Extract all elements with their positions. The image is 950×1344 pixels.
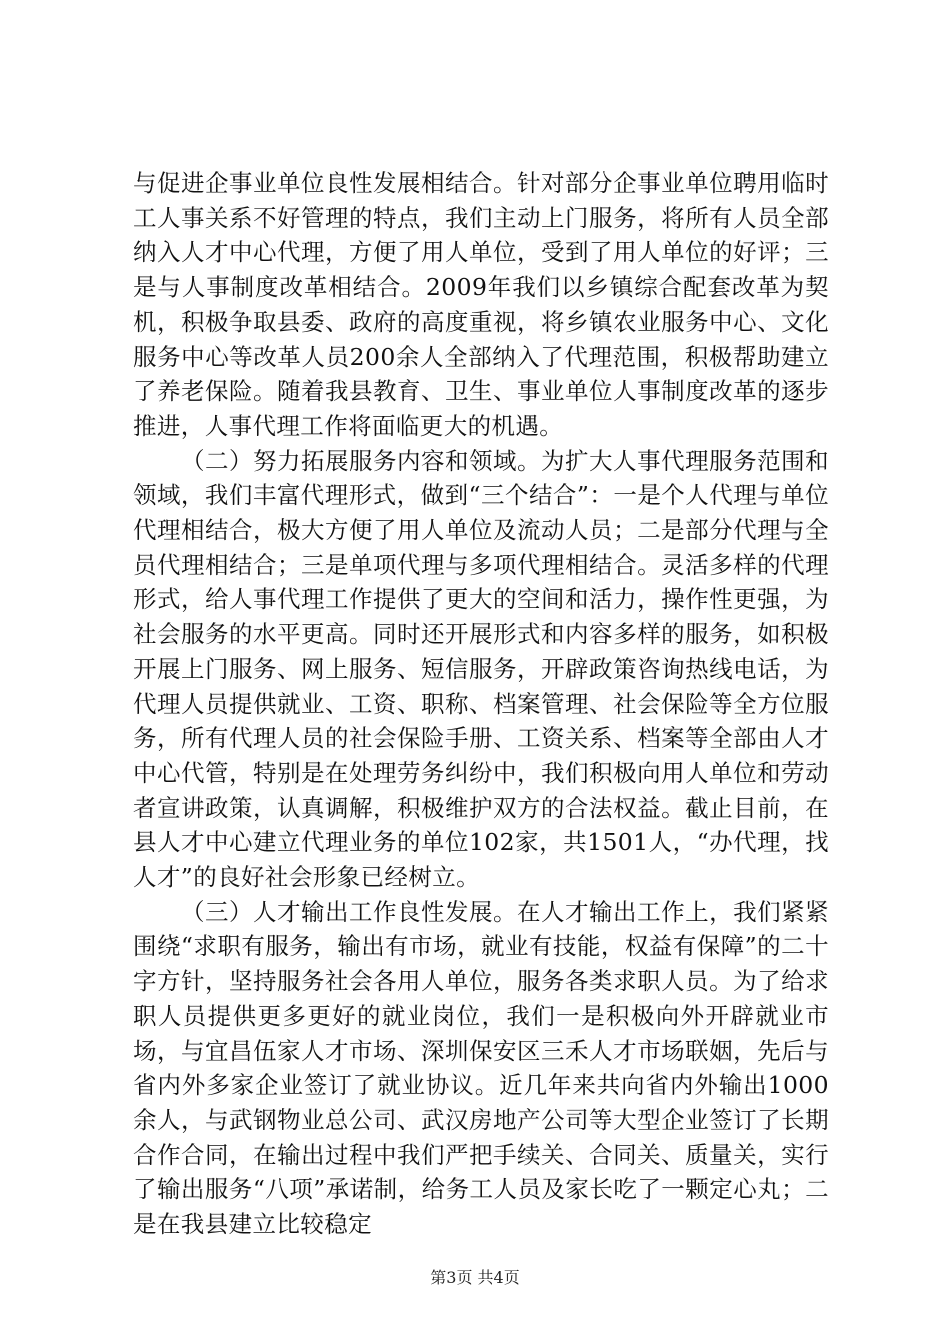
paragraph-3: （三）人才输出工作良性发展。在人才输出工作上，我们紧紧围绕“求职有服务，输出有市场，就业有技能，权益有保障”的二十字方针，坚持服务社会各用人单位，服务各类求职人员。为了给求职人员提供更多更好的就业岗位，我们一是积极向外开辟就业市场，与宜昌伍家人才市场、深圳保安区三禾人才市场联姻，先后与省内外多家企业签订了就业协议。近几年来共向省内外输出1000余人，与武钢物业总公司、武汉房地产公司等大型企业签订了长期合作合同，在输出过程中我们严把手续关、合同关、质量关，实行了输出服务“八项”承诺制，给务工人员及家长吃了一颗定心丸；二是在我县建立比较稳定 [133, 897, 829, 1239]
document-body [133, 166, 829, 1242]
paragraph-2: （二）努力拓展服务内容和领域。为扩大人事代理服务范围和领域，我们丰富代理形式，做到“三个结合”：一是个人代理与单位代理相结合，极大方便了用人单位及流动人员；二是部分代理与全员代理相结合；三是单项代理与多项代理相结合。灵活多样的代理形式，给人事代理工作提供了更大的空间和活力，操作性更强，为社会服务的水平更高。同时还开展形式和内容多样的服务，如积极开展上门服务、网上服务、短信服务，开辟政策咨询热线电话，为代理人员提供就业、工资、职称、档案管理、社会保险等全方位服务，所有代理人员的社会保险手册、工资关系、档案等全部由人才中心代管，特别是在处理劳务纠纷中，我们积极向用人单位和劳动者宣讲政策，认真调解，积极维护双方的合法权益。截止目前，在县人才中心建立代理业务的单位102家，共1501人，“办代理，找人才”的良好社会形象已经树立。 [133, 446, 829, 892]
page-number-footer: 第3页 共4页 [430, 1268, 520, 1287]
paragraph-1: 与促进企事业单位良性发展相结合。针对部分企事业单位聘用临时工人事关系不好管理的特点，我们主动上门服务，将所有人员全部纳入人才中心代理，方便了用人单位，受到了用人单位的好评；三是与人事制度改革相结合。2009年我们以乡镇综合配套改革为契机，积极争取县委、政府的高度重视，将乡镇农业服务中心、文化服务中心等改革人员200余人全部纳入了代理范围，积极帮助建立了养老保险。随着我县教育、卫生、事业单位人事制度改革的逐步推进，人事代理工作将面临更大的机遇。 [133, 169, 829, 440]
